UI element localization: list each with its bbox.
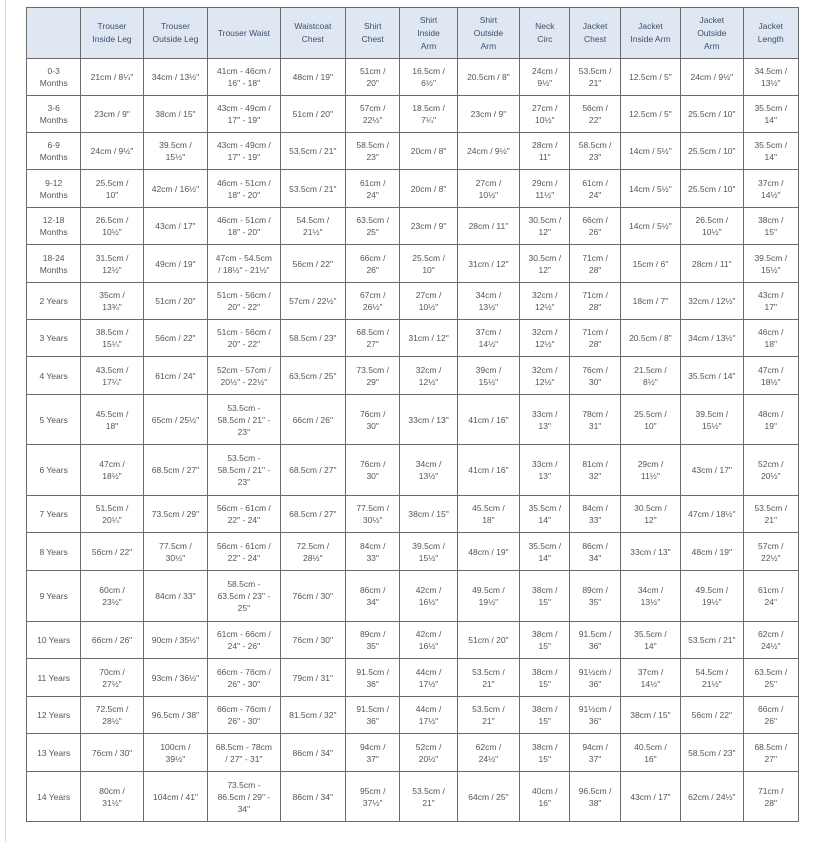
jacket-inside-arm-cell: 15cm / 6" <box>620 245 680 283</box>
trouser-waist-cell: 51cm - 56cm / 20" - 22" <box>208 320 280 357</box>
jacket-chest-cell: 58.5cm / 23" <box>570 133 620 170</box>
trouser-waist-cell: 73.5cm - 86.5cm / 29" - 34" <box>208 772 280 822</box>
waistcoat-chest-cell: 54.5cm / 21½" <box>280 208 345 245</box>
jacket-length-cell: 68.5cm / 27" <box>743 734 798 772</box>
shirt-inside-arm-cell: 18.5cm / 7¼" <box>400 96 457 133</box>
jacket-chest-cell: 56cm / 22" <box>570 96 620 133</box>
jacket-inside-arm-cell: 30.5cm / 12" <box>620 496 680 533</box>
jacket-inside-arm-cell: 35.5cm / 14" <box>620 622 680 659</box>
shirt-chest-cell: 66cm / 26" <box>346 245 400 283</box>
trouser-inside-leg-cell: 26.5cm / 10½" <box>81 208 143 245</box>
neck-circ-cell: 29cm / 11½" <box>520 170 570 208</box>
shirt-outside-arm-cell: 64cm / 25" <box>457 772 519 822</box>
neck-circ-cell: 38cm / 15" <box>520 734 570 772</box>
shirt-inside-arm-cell: 16.5cm / 6½" <box>400 59 457 96</box>
table-row <box>27 208 799 245</box>
jacket-chest-cell: 96.5cm / 38" <box>570 772 620 822</box>
trouser-waist-cell: 53.5cm - 58.5cm / 21" - 23" <box>208 445 280 496</box>
jacket-chest-cell: 78cm / 31" <box>570 395 620 445</box>
trouser-inside-leg-cell: 38.5cm / 15¼" <box>81 320 143 357</box>
trouser-outside-leg-cell: 43cm / 17" <box>143 208 207 245</box>
trouser-outside-leg-cell: 100cm / 39½" <box>143 734 207 772</box>
jacket-inside-arm-cell: 38cm / 15" <box>620 697 680 734</box>
size-label-cell: 12-18 Months <box>27 208 81 245</box>
trouser-waist-cell: 47cm - 54.5cm / 18½" - 21½" <box>208 245 280 283</box>
jacket-outside-arm-cell: 25.5cm / 10" <box>681 133 743 170</box>
trouser-inside-leg-cell: 76cm / 30" <box>81 734 143 772</box>
trouser-outside-leg-cell: 38cm / 15" <box>143 96 207 133</box>
trouser-outside-leg-cell: 34cm / 13½" <box>143 59 207 96</box>
trouser-outside-leg-cell: 68.5cm / 27" <box>143 445 207 496</box>
table-row <box>27 245 799 283</box>
trouser-inside-leg-cell: 21cm / 8¼" <box>81 59 143 96</box>
jacket-outside-arm-cell: 58.5cm / 23" <box>681 734 743 772</box>
waistcoat-chest-cell: 51cm / 20" <box>280 96 345 133</box>
table-row <box>27 734 799 772</box>
jacket-outside-arm-cell: 56cm / 22" <box>681 697 743 734</box>
jacket-inside-arm-cell: 14cm / 5½" <box>620 133 680 170</box>
trouser-outside-leg-cell: 90cm / 35½" <box>143 622 207 659</box>
waistcoat-chest-cell: 68.5cm / 27" <box>280 496 345 533</box>
shirt-inside-arm-cell: 44cm / 17½" <box>400 659 457 697</box>
shirt-outside-arm-cell: 49.5cm / 19½" <box>457 571 519 622</box>
trouser-waist-cell: 52cm - 57cm / 20½" - 22½" <box>208 357 280 395</box>
shirt-chest-header: Shirt Chest <box>346 8 400 59</box>
trouser-outside-leg-cell: 61cm / 24" <box>143 357 207 395</box>
jacket-outside-arm-cell: 62cm / 24½" <box>681 772 743 822</box>
shirt-inside-arm-cell: 52cm / 20½" <box>400 734 457 772</box>
shirt-chest-cell: 91.5cm / 36" <box>346 697 400 734</box>
waistcoat-chest-cell: 72.5cm / 28½" <box>280 533 345 571</box>
shirt-chest-cell: 58.5cm / 23" <box>346 133 400 170</box>
neck-circ-cell: 33cm / 13" <box>520 395 570 445</box>
trouser-outside-leg-cell: 49cm / 19" <box>143 245 207 283</box>
shirt-inside-arm-cell: 25.5cm / 10" <box>400 245 457 283</box>
shirt-outside-arm-cell: 45.5cm / 18" <box>457 496 519 533</box>
table-row <box>27 395 799 445</box>
trouser-inside-leg-cell: 60cm / 23½" <box>81 571 143 622</box>
shirt-chest-cell: 91.5cm / 36" <box>346 659 400 697</box>
jacket-length-header: Jacket Length <box>743 8 798 59</box>
table-row <box>27 96 799 133</box>
jacket-length-cell: 63.5cm / 25" <box>743 659 798 697</box>
trouser-outside-leg-cell: 65cm / 25½" <box>143 395 207 445</box>
table-row <box>27 320 799 357</box>
trouser-waist-cell: 66cm - 76cm / 26" - 30" <box>208 697 280 734</box>
table-row <box>27 571 799 622</box>
shirt-outside-arm-cell: 34cm / 13½" <box>457 283 519 320</box>
shirt-chest-cell: 76cm / 30" <box>346 445 400 496</box>
jacket-chest-cell: 66cm / 26" <box>570 208 620 245</box>
jacket-outside-arm-cell: 53.5cm / 21" <box>681 622 743 659</box>
size-label-cell: 4 Years <box>27 357 81 395</box>
trouser-inside-leg-cell: 66cm / 26" <box>81 622 143 659</box>
trouser-waist-header: Trouser Waist <box>208 8 280 59</box>
jacket-inside-arm-cell: 33cm / 13" <box>620 533 680 571</box>
trouser-inside-leg-cell: 31.5cm / 12½" <box>81 245 143 283</box>
waistcoat-chest-cell: 86cm / 34" <box>280 734 345 772</box>
table-row <box>27 445 799 496</box>
size-label-cell: 14 Years <box>27 772 81 822</box>
shirt-inside-arm-cell: 42cm / 16½" <box>400 571 457 622</box>
shirt-chest-cell: 89cm / 35" <box>346 622 400 659</box>
shirt-chest-cell: 73.5cm / 29" <box>346 357 400 395</box>
trouser-waist-cell: 43cm - 49cm / 17" - 19" <box>208 96 280 133</box>
neck-circ-cell: 38cm / 15" <box>520 622 570 659</box>
jacket-length-cell: 35.5cm / 14" <box>743 133 798 170</box>
jacket-length-cell: 43cm / 17" <box>743 283 798 320</box>
shirt-inside-arm-cell: 27cm / 10½" <box>400 283 457 320</box>
jacket-chest-cell: 91½cm / 36" <box>570 697 620 734</box>
shirt-chest-cell: 57cm / 22½" <box>346 96 400 133</box>
jacket-chest-cell: 71cm / 28" <box>570 283 620 320</box>
neck-circ-cell: 38cm / 15" <box>520 659 570 697</box>
trouser-outside-leg-cell: 51cm / 20" <box>143 283 207 320</box>
shirt-chest-cell: 77.5cm / 30½" <box>346 496 400 533</box>
shirt-inside-arm-cell: 23cm / 9" <box>400 208 457 245</box>
neck-circ-header: Neck Circ <box>520 8 570 59</box>
waistcoat-chest-cell: 86cm / 34" <box>280 772 345 822</box>
jacket-length-cell: 34.5cm / 13½" <box>743 59 798 96</box>
waistcoat-chest-cell: 68.5cm / 27" <box>280 445 345 496</box>
page-edge-rule <box>5 0 6 842</box>
jacket-inside-arm-cell: 34cm / 13½" <box>620 571 680 622</box>
trouser-outside-leg-cell: 93cm / 36½" <box>143 659 207 697</box>
neck-circ-cell: 32cm / 12½" <box>520 357 570 395</box>
shirt-outside-arm-cell: 48cm / 19" <box>457 533 519 571</box>
size-label-cell: 6 Years <box>27 445 81 496</box>
shirt-inside-arm-cell: 20cm / 8" <box>400 133 457 170</box>
jacket-outside-arm-cell: 25.5cm / 10" <box>681 96 743 133</box>
trouser-waist-cell: 66cm - 76cm / 26" - 30" <box>208 659 280 697</box>
trouser-inside-leg-cell: 23cm / 9" <box>81 96 143 133</box>
shirt-chest-cell: 51cm / 20" <box>346 59 400 96</box>
table-row <box>27 357 799 395</box>
table-row <box>27 772 799 822</box>
table-row <box>27 283 799 320</box>
shirt-outside-arm-cell: 23cm / 9" <box>457 96 519 133</box>
trouser-outside-leg-cell: 73.5cm / 29" <box>143 496 207 533</box>
trouser-inside-leg-cell: 70cm / 27½" <box>81 659 143 697</box>
jacket-outside-arm-cell: 32cm / 12½" <box>681 283 743 320</box>
waistcoat-chest-cell: 79cm / 31" <box>280 659 345 697</box>
shirt-outside-arm-cell: 27cm / 10½" <box>457 170 519 208</box>
trouser-inside-leg-header: Trouser Inside Leg <box>81 8 143 59</box>
shirt-outside-arm-header: Shirt Outside Arm <box>457 8 519 59</box>
shirt-inside-arm-cell: 34cm / 13½" <box>400 445 457 496</box>
jacket-inside-arm-cell: 40.5cm / 16" <box>620 734 680 772</box>
shirt-inside-arm-cell: 53.5cm / 21" <box>400 772 457 822</box>
trouser-outside-leg-cell: 56cm / 22" <box>143 320 207 357</box>
neck-circ-cell: 35.5cm / 14" <box>520 496 570 533</box>
waistcoat-chest-cell: 53.5cm / 21" <box>280 133 345 170</box>
waistcoat-chest-cell: 76cm / 30" <box>280 622 345 659</box>
shirt-outside-arm-cell: 41cm / 16" <box>457 395 519 445</box>
neck-circ-cell: 28cm / 11" <box>520 133 570 170</box>
neck-circ-cell: 30.5cm / 12" <box>520 208 570 245</box>
trouser-outside-leg-cell: 42cm / 16½" <box>143 170 207 208</box>
trouser-inside-leg-cell: 72.5cm / 28½" <box>81 697 143 734</box>
shirt-outside-arm-cell: 62cm / 24½" <box>457 734 519 772</box>
size-label-cell: 2 Years <box>27 283 81 320</box>
jacket-chest-cell: 61cm / 24" <box>570 170 620 208</box>
size-chart-container <box>26 7 799 822</box>
jacket-outside-arm-cell: 43cm / 17" <box>681 445 743 496</box>
trouser-inside-leg-cell: 25.5cm / 10" <box>81 170 143 208</box>
waistcoat-chest-header: Waistcoat Chest <box>280 8 345 59</box>
jacket-length-cell: 53.5cm / 21" <box>743 496 798 533</box>
waistcoat-chest-cell: 56cm / 22" <box>280 245 345 283</box>
trouser-outside-leg-cell: 96.5cm / 38" <box>143 697 207 734</box>
shirt-inside-arm-cell: 33cm / 13" <box>400 395 457 445</box>
waistcoat-chest-cell: 66cm / 26" <box>280 395 345 445</box>
shirt-chest-cell: 63.5cm / 25" <box>346 208 400 245</box>
jacket-length-cell: 52cm / 20½" <box>743 445 798 496</box>
shirt-inside-arm-cell: 39.5cm / 15½" <box>400 533 457 571</box>
trouser-waist-cell: 61cm - 66cm / 24" - 26" <box>208 622 280 659</box>
jacket-length-cell: 37cm / 14½" <box>743 170 798 208</box>
trouser-waist-cell: 41cm - 46cm / 16" - 18" <box>208 59 280 96</box>
jacket-chest-cell: 53.5cm / 21" <box>570 59 620 96</box>
shirt-inside-arm-cell: 42cm / 16½" <box>400 622 457 659</box>
jacket-chest-cell: 89cm / 35" <box>570 571 620 622</box>
shirt-outside-arm-cell: 53.5cm / 21" <box>457 697 519 734</box>
trouser-waist-cell: 68.5cm - 78cm / 27" - 31" <box>208 734 280 772</box>
trouser-inside-leg-cell: 24cm / 9½" <box>81 133 143 170</box>
size-label-cell: 6-9 Months <box>27 133 81 170</box>
size-label-cell: 0-3 Months <box>27 59 81 96</box>
jacket-length-cell: 47cm / 18½" <box>743 357 798 395</box>
jacket-outside-arm-cell: 49.5cm / 19½" <box>681 571 743 622</box>
table-row <box>27 659 799 697</box>
size-label-cell: 7 Years <box>27 496 81 533</box>
neck-circ-cell: 27cm / 10½" <box>520 96 570 133</box>
neck-circ-cell: 30.5cm / 12" <box>520 245 570 283</box>
jacket-inside-arm-cell: 14cm / 5½" <box>620 170 680 208</box>
jacket-outside-arm-cell: 39.5cm / 15½" <box>681 395 743 445</box>
table-row <box>27 170 799 208</box>
neck-circ-cell: 24cm / 9½" <box>520 59 570 96</box>
shirt-chest-cell: 84cm / 33" <box>346 533 400 571</box>
size-label-cell: 12 Years <box>27 697 81 734</box>
trouser-waist-cell: 58.5cm - 63.5cm / 23" - 25" <box>208 571 280 622</box>
jacket-outside-arm-cell: 35.5cm / 14" <box>681 357 743 395</box>
shirt-outside-arm-cell: 53.5cm / 21" <box>457 659 519 697</box>
shirt-outside-arm-cell: 51cm / 20" <box>457 622 519 659</box>
table-row <box>27 622 799 659</box>
jacket-length-cell: 57cm / 22½" <box>743 533 798 571</box>
shirt-outside-arm-cell: 24cm / 9½" <box>457 133 519 170</box>
trouser-waist-cell: 46cm - 51cm / 18" - 20" <box>208 208 280 245</box>
jacket-outside-arm-cell: 25.5cm / 10" <box>681 170 743 208</box>
jacket-length-cell: 66cm / 26" <box>743 697 798 734</box>
jacket-inside-arm-cell: 12.5cm / 5" <box>620 96 680 133</box>
size-label-cell: 3 Years <box>27 320 81 357</box>
table-body <box>27 59 799 822</box>
size-label-cell: 9 Years <box>27 571 81 622</box>
jacket-chest-cell: 71cm / 28" <box>570 245 620 283</box>
trouser-outside-leg-cell: 39.5cm / 15½" <box>143 133 207 170</box>
waistcoat-chest-cell: 81.5cm / 32" <box>280 697 345 734</box>
jacket-chest-cell: 91½cm / 36" <box>570 659 620 697</box>
jacket-length-cell: 35.5cm / 14" <box>743 96 798 133</box>
table-row <box>27 697 799 734</box>
jacket-chest-cell: 71cm / 28" <box>570 320 620 357</box>
shirt-inside-arm-cell: 38cm / 15" <box>400 496 457 533</box>
table-row <box>27 496 799 533</box>
jacket-length-cell: 38cm / 15" <box>743 208 798 245</box>
trouser-inside-leg-cell: 43.5cm / 17¼" <box>81 357 143 395</box>
jacket-length-cell: 46cm / 18" <box>743 320 798 357</box>
size-header <box>27 8 81 59</box>
jacket-outside-arm-cell: 34cm / 13½" <box>681 320 743 357</box>
jacket-chest-cell: 86cm / 34" <box>570 533 620 571</box>
jacket-inside-arm-cell: 37cm / 14½" <box>620 659 680 697</box>
jacket-inside-arm-cell: 20.5cm / 8" <box>620 320 680 357</box>
trouser-waist-cell: 56cm - 61cm / 22" - 24" <box>208 496 280 533</box>
shirt-inside-arm-cell: 20cm / 8" <box>400 170 457 208</box>
trouser-waist-cell: 43cm - 49cm / 17" - 19" <box>208 133 280 170</box>
jacket-outside-arm-cell: 24cm / 9½" <box>681 59 743 96</box>
jacket-inside-arm-cell: 25.5cm / 10" <box>620 395 680 445</box>
shirt-outside-arm-cell: 28cm / 11" <box>457 208 519 245</box>
waistcoat-chest-cell: 57cm / 22½" <box>280 283 345 320</box>
jacket-outside-arm-cell: 26.5cm / 10½" <box>681 208 743 245</box>
shirt-outside-arm-cell: 39cm / 15½" <box>457 357 519 395</box>
jacket-outside-arm-cell: 28cm / 11" <box>681 245 743 283</box>
trouser-outside-leg-cell: 84cm / 33" <box>143 571 207 622</box>
trouser-waist-cell: 56cm - 61cm / 22" - 24" <box>208 533 280 571</box>
jacket-outside-arm-cell: 48cm / 19" <box>681 533 743 571</box>
shirt-outside-arm-cell: 37cm / 14½" <box>457 320 519 357</box>
shirt-outside-arm-cell: 41cm / 16" <box>457 445 519 496</box>
trouser-inside-leg-cell: 80cm / 31½" <box>81 772 143 822</box>
size-label-cell: 9-12 Months <box>27 170 81 208</box>
jacket-outside-arm-header: Jacket Outside Arm <box>681 8 743 59</box>
neck-circ-cell: 38cm / 15" <box>520 697 570 734</box>
trouser-inside-leg-cell: 51.5cm / 20¼" <box>81 496 143 533</box>
size-label-cell: 3-6 Months <box>27 96 81 133</box>
shirt-chest-cell: 67cm / 26½" <box>346 283 400 320</box>
jacket-length-cell: 48cm / 19" <box>743 395 798 445</box>
shirt-inside-arm-cell: 31cm / 12" <box>400 320 457 357</box>
jacket-inside-arm-cell: 12.5cm / 5" <box>620 59 680 96</box>
shirt-outside-arm-cell: 20.5cm / 8" <box>457 59 519 96</box>
neck-circ-cell: 32cm / 12½" <box>520 283 570 320</box>
neck-circ-cell: 32cm / 12½" <box>520 320 570 357</box>
waistcoat-chest-cell: 48cm / 19" <box>280 59 345 96</box>
shirt-inside-arm-cell: 32cm / 12½" <box>400 357 457 395</box>
jacket-length-cell: 62cm / 24½" <box>743 622 798 659</box>
jacket-chest-cell: 76cm / 30" <box>570 357 620 395</box>
table-row <box>27 59 799 96</box>
jacket-inside-arm-cell: 29cm / 11½" <box>620 445 680 496</box>
shirt-inside-arm-cell: 44cm / 17½" <box>400 697 457 734</box>
jacket-outside-arm-cell: 47cm / 18½" <box>681 496 743 533</box>
size-label-cell: 13 Years <box>27 734 81 772</box>
trouser-inside-leg-cell: 35cm / 13¾" <box>81 283 143 320</box>
shirt-outside-arm-cell: 31cm / 12" <box>457 245 519 283</box>
shirt-chest-cell: 61cm / 24" <box>346 170 400 208</box>
jacket-chest-header: Jacket Chest <box>570 8 620 59</box>
shirt-chest-cell: 76cm / 30" <box>346 395 400 445</box>
jacket-length-cell: 71cm / 28" <box>743 772 798 822</box>
shirt-chest-cell: 94cm / 37" <box>346 734 400 772</box>
jacket-inside-arm-cell: 43cm / 17" <box>620 772 680 822</box>
shirt-chest-cell: 95cm / 37½" <box>346 772 400 822</box>
size-label-cell: 11 Years <box>27 659 81 697</box>
trouser-outside-leg-cell: 104cm / 41" <box>143 772 207 822</box>
trouser-waist-cell: 53.5cm - 58.5cm / 21" - 23" <box>208 395 280 445</box>
size-label-cell: 18-24 Months <box>27 245 81 283</box>
neck-circ-cell: 33cm / 13" <box>520 445 570 496</box>
trouser-inside-leg-cell: 56cm / 22" <box>81 533 143 571</box>
size-label-cell: 8 Years <box>27 533 81 571</box>
waistcoat-chest-cell: 58.5cm / 23" <box>280 320 345 357</box>
waistcoat-chest-cell: 53.5cm / 21" <box>280 170 345 208</box>
jacket-inside-arm-cell: 21.5cm / 8½" <box>620 357 680 395</box>
trouser-outside-leg-header: Trouser Outside Leg <box>143 8 207 59</box>
trouser-inside-leg-cell: 45.5cm / 18" <box>81 395 143 445</box>
jacket-inside-arm-header: Jacket Inside Arm <box>620 8 680 59</box>
table-row <box>27 533 799 571</box>
neck-circ-cell: 38cm / 15" <box>520 571 570 622</box>
neck-circ-cell: 40cm / 16" <box>520 772 570 822</box>
jacket-outside-arm-cell: 54.5cm / 21½" <box>681 659 743 697</box>
table-row <box>27 133 799 170</box>
trouser-waist-cell: 46cm - 51cm / 18" - 20" <box>208 170 280 208</box>
jacket-chest-cell: 94cm / 37" <box>570 734 620 772</box>
jacket-chest-cell: 84cm / 33" <box>570 496 620 533</box>
trouser-outside-leg-cell: 77.5cm / 30½" <box>143 533 207 571</box>
trouser-inside-leg-cell: 47cm / 18½" <box>81 445 143 496</box>
jacket-chest-cell: 81cm / 32" <box>570 445 620 496</box>
size-label-cell: 5 Years <box>27 395 81 445</box>
shirt-inside-arm-header: Shirt Inside Arm <box>400 8 457 59</box>
shirt-chest-cell: 86cm / 34" <box>346 571 400 622</box>
size-chart-table <box>26 7 799 822</box>
jacket-length-cell: 39.5cm / 15½" <box>743 245 798 283</box>
jacket-inside-arm-cell: 18cm / 7" <box>620 283 680 320</box>
neck-circ-cell: 35.5cm / 14" <box>520 533 570 571</box>
size-label-cell: 10 Years <box>27 622 81 659</box>
trouser-waist-cell: 51cm - 56cm / 20" - 22" <box>208 283 280 320</box>
shirt-chest-cell: 68.5cm / 27" <box>346 320 400 357</box>
waistcoat-chest-cell: 63.5cm / 25" <box>280 357 345 395</box>
jacket-chest-cell: 91.5cm / 36" <box>570 622 620 659</box>
waistcoat-chest-cell: 76cm / 30" <box>280 571 345 622</box>
jacket-length-cell: 61cm / 24" <box>743 571 798 622</box>
header-row <box>27 8 799 59</box>
jacket-inside-arm-cell: 14cm / 5½" <box>620 208 680 245</box>
